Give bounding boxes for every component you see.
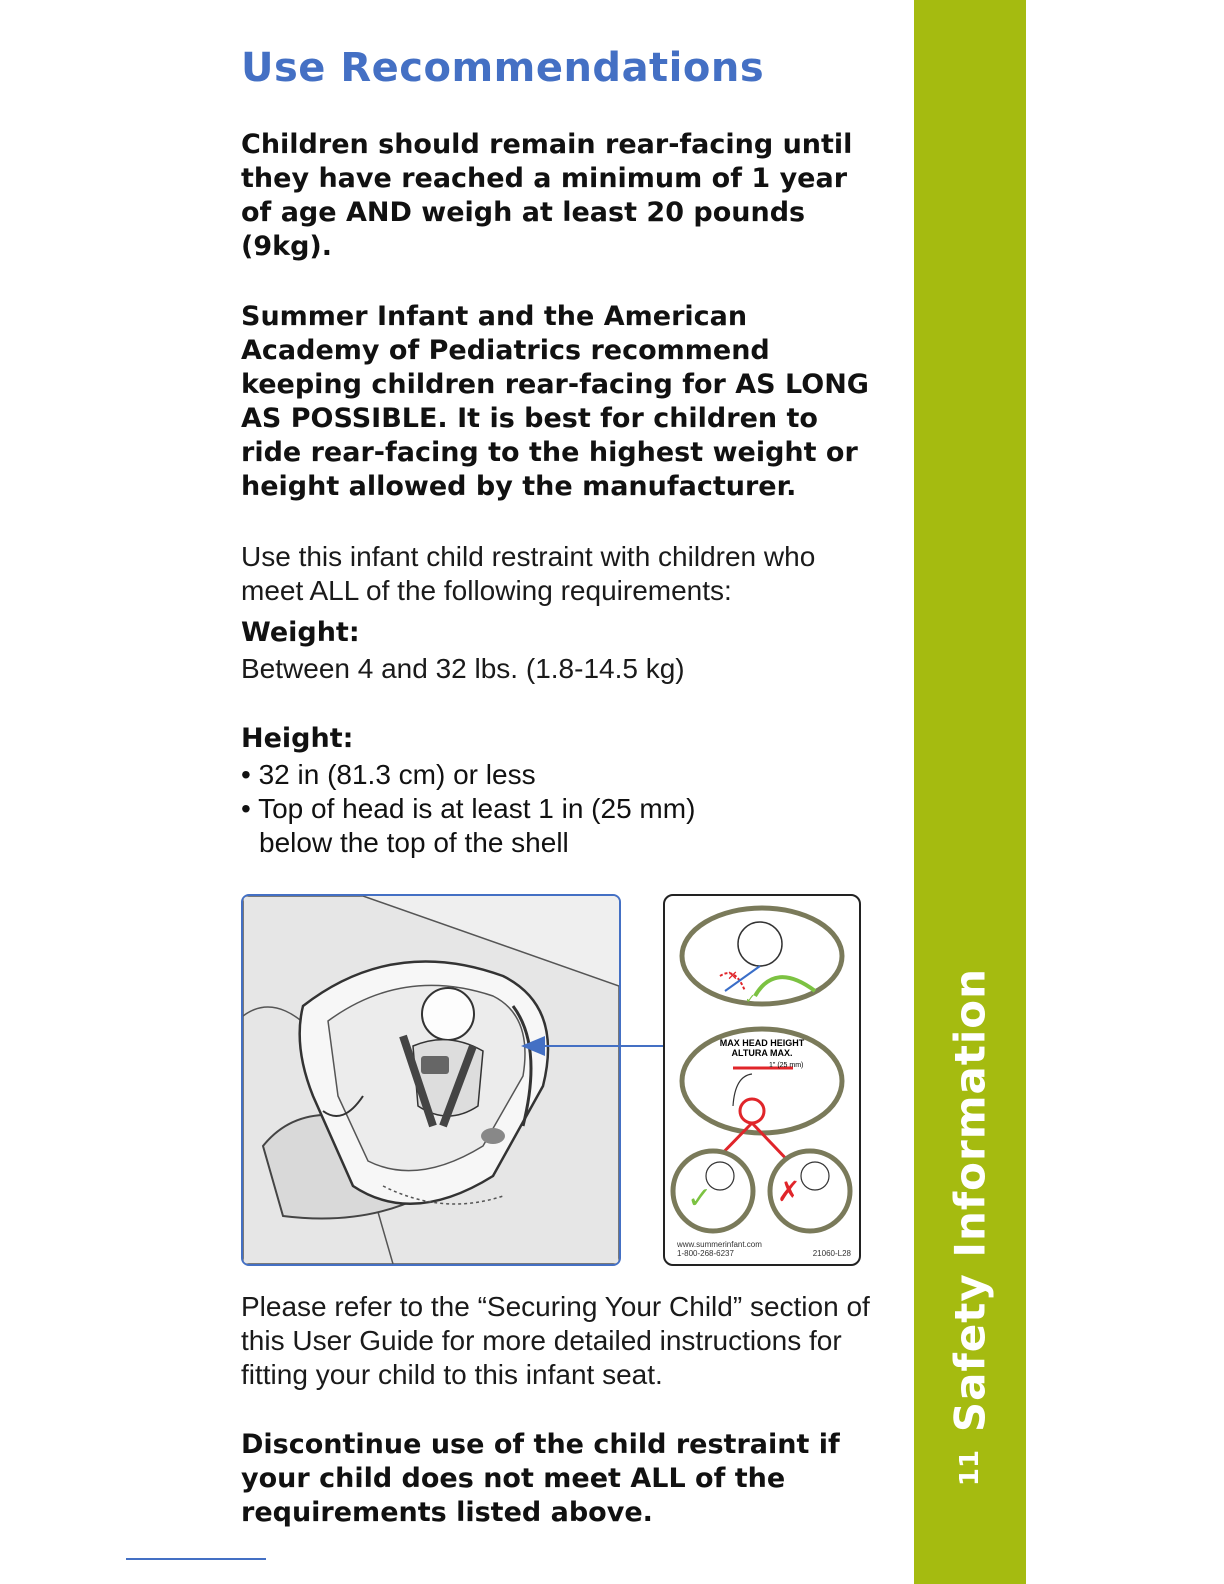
check-icon: ✓ <box>687 1181 713 1216</box>
discontinue-warning: Discontinue use of the child restraint if your child does not meet ALL of the requirements listed above. <box>241 1429 840 1528</box>
infant-seat-illustration <box>241 894 621 1266</box>
label-max-head-height: MAX HEAD HEIGHT <box>719 1038 805 1048</box>
height-bullet-2-continued: below the top of the shell <box>259 827 569 858</box>
svg-text:✕: ✕ <box>727 969 738 984</box>
cross-icon: ✗ <box>777 1175 801 1208</box>
label-website: www.summerinfant.com <box>677 1240 762 1249</box>
weight-heading: Weight: <box>241 617 360 648</box>
footer-rule <box>126 1558 266 1560</box>
infant-seat-drawing <box>243 896 619 1264</box>
height-bullet-1: • 32 in (81.3 cm) or less <box>241 759 536 790</box>
label-code: 21060-L28 <box>812 1249 851 1258</box>
label-altura-max: ALTURA MAX. <box>731 1048 793 1058</box>
height-bullet-2: • Top of head is at least 1 in (25 mm) <box>241 793 696 824</box>
rear-facing-minimum-paragraph: Children should remain rear-facing until they have reached a minimum of 1 year of age AND weigh at least 20 pounds (9kg). <box>241 129 853 262</box>
label-drawing <box>665 896 859 1236</box>
aap-recommendation-paragraph: Summer Infant and the American Academy of Pediatrics recommend keeping children rear-facing for AS LONG AS POSSIBLE. It is best for children to ride rear-facing to the highest weight or height allowed by the manufacturer. <box>241 301 869 502</box>
label-phone: 1-800-268-6237 <box>677 1249 734 1258</box>
warning-label-illustration <box>663 894 861 1266</box>
main-content <box>241 40 881 1530</box>
requirements-intro: Use this infant child restraint with children who meet ALL of the following requirements: <box>241 541 816 606</box>
label-contact <box>677 1240 762 1258</box>
height-heading: Height: <box>241 723 354 754</box>
figures-row <box>241 894 881 1266</box>
pointer-arrow <box>521 1034 666 1058</box>
weight-value: Between 4 and 32 lbs. (1.8-14.5 kg) <box>241 653 685 684</box>
refer-paragraph: Please refer to the “Securing Your Child” section of this User Guide for more detailed instructions for fitting your child to this infant seat. <box>241 1291 870 1390</box>
svg-text:✓: ✓ <box>745 992 756 1007</box>
label-measure: 1" (25 mm) <box>769 1062 804 1069</box>
page-number: 11 <box>955 1449 985 1487</box>
section-sidebar <box>914 0 1026 1584</box>
section-title: Safety Information <box>945 967 995 1433</box>
page-title: Use Recommendations <box>241 45 765 91</box>
